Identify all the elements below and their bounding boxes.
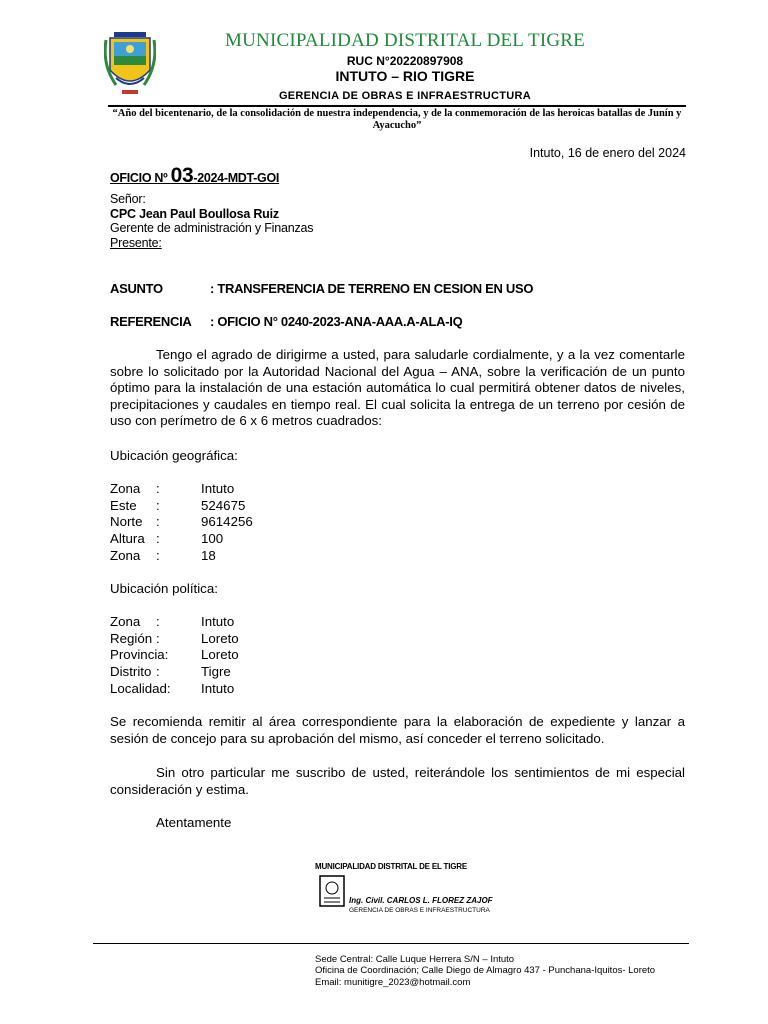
stamp-line-2: Ing. Civil. CARLOS L. FLOREZ ZAJOF: [349, 896, 493, 905]
asunto-label: ASUNTO: [110, 281, 163, 296]
asunto-value: : TRANSFERENCIA DE TERRENO EN CESION EN USO: [210, 281, 534, 296]
geo-value: 18: [201, 547, 216, 563]
pol-sep: :: [156, 630, 160, 646]
geo-sep: :: [156, 514, 160, 530]
geo-value: 100: [201, 531, 224, 547]
footer-divider: [93, 943, 689, 944]
stamp-line-3: GERENCIA DE OBRAS E INFRAESTRUCTURA: [349, 907, 490, 914]
header-motto: “Año del bicentenario, de la consolidación de nuestra independencia, y de la conmemoración de las heroicas batallas de Junín y Ayacucho”: [112, 108, 682, 131]
geo-sep: :: [156, 481, 160, 496]
pol-label: Distrito: [110, 664, 152, 680]
geo-label: Norte: [110, 514, 143, 530]
asunto-line: [110, 281, 533, 296]
referencia-value: : OFICIO N° 0240-2023-ANA-AAA.A-ALA-IQ: [210, 314, 463, 329]
pol-value: Intuto: [201, 680, 235, 696]
geo-heading: Ubicación geográfica:: [110, 448, 238, 463]
pol-label: Provincia:: [110, 647, 169, 663]
referencia-label: REFERENCIA: [110, 314, 192, 329]
pol-row: [110, 631, 239, 648]
stamp-line-1: MUNICIPALIDAD DISTRITAL DE EL TIGRE: [315, 862, 467, 871]
pol-value: Loreto: [201, 630, 239, 646]
body-paragraph-3: Sin otro particular me suscribo de usted, reiterándole los sentimientos de mi especial consideración y estima.: [110, 765, 685, 797]
pol-table: [110, 614, 239, 698]
pol-row: [110, 664, 239, 681]
oficio-prefix: OFICIO Nº: [110, 171, 171, 185]
body-paragraph-2: Se recomienda remitir al área correspondiente para la elaboración de expediente y lanzar a sesión de concejo para su aprobación del mismo, así conceder el terreno solicitado.: [110, 714, 685, 746]
geo-value: 9614256: [201, 514, 253, 530]
pol-row: [110, 647, 239, 664]
referencia-line: [110, 314, 462, 329]
pol-label: Zona: [110, 614, 141, 629]
geo-row: [110, 514, 253, 531]
geo-value: 524675: [201, 497, 246, 513]
header-department: GERENCIA DE OBRAS E INFRAESTRUCTURA: [278, 90, 532, 102]
header-ruc: RUC N°20220897908: [346, 54, 464, 68]
geo-row: [110, 531, 253, 548]
pol-label: Región: [110, 630, 153, 646]
geo-row: [110, 481, 253, 498]
signature-stamp: [315, 862, 493, 918]
pol-value: Tigre: [201, 664, 231, 680]
letter-date: Intuto, 16 de enero del 2024: [529, 146, 686, 160]
geo-label: Altura: [110, 531, 145, 547]
header-title: MUNICIPALIDAD DISTRITAL DEL TIGRE: [225, 30, 585, 51]
footer-line-2: Oficina de Coordinación; Calle Diego de Almagro 437 - Punchana-Iquitos- Loreto: [315, 965, 656, 977]
geo-value: Intuto: [201, 481, 235, 496]
recipient-role: Gerente de administración y Finanzas: [110, 221, 314, 235]
pol-value: Intuto: [201, 614, 235, 629]
oficio-reference: [110, 164, 279, 188]
pol-value: Loreto: [201, 647, 239, 663]
geo-label: Este: [110, 497, 137, 513]
oficio-number: 03: [170, 164, 194, 187]
geo-label: Zona: [110, 481, 141, 496]
oficio-suffix: -2024-MDT-GOI: [193, 171, 280, 185]
header-divider: [108, 105, 686, 107]
geo-row: [110, 498, 253, 515]
recipient-block: [110, 192, 313, 250]
pol-label: Localidad:: [110, 680, 171, 696]
pol-row: [110, 614, 239, 631]
geo-sep: :: [156, 547, 160, 563]
footer-line-3: Email: munitigre_2023@hotmail.com: [315, 976, 471, 988]
pol-row: [110, 681, 239, 698]
stamp-seal-icon: [318, 874, 346, 910]
geo-label: Zona: [110, 547, 141, 563]
geo-sep: :: [156, 531, 160, 547]
municipal-crest-logo: [104, 30, 156, 100]
salutation: Señor:: [110, 192, 146, 206]
closing: Atentamente: [156, 815, 232, 830]
geo-sep: :: [156, 497, 160, 513]
header-place: INTUTO – RIO TIGRE: [335, 68, 475, 84]
geo-table: [110, 481, 253, 565]
footer: [315, 954, 655, 988]
pol-sep: :: [156, 614, 160, 629]
footer-line-1: Sede Central: Calle Luque Herrera S/N – Intuto: [315, 954, 515, 965]
geo-row: [110, 548, 253, 565]
pol-heading: Ubicación política:: [110, 581, 218, 596]
presente-label: Presente:: [110, 235, 162, 250]
body-paragraph-1: Tengo el agrado de dirigirme a usted, para saludarle cordialmente, y a la vez comentarle sobre lo solicitado por la Autoridad Nacional del Agua – ANA, sobre la verificación de un punto óptimo para la instalación de una estación automática lo cual permitirá obtener datos de niveles, precipitaciones y caudales en tiempo real. El cual solicita la entrega de un terreno por cesión de uso con perímetro de 6 x 6 metros cuadrados:: [110, 347, 685, 428]
recipient-name: CPC Jean Paul Boullosa Ruiz: [110, 206, 279, 221]
pol-sep: :: [156, 664, 160, 680]
